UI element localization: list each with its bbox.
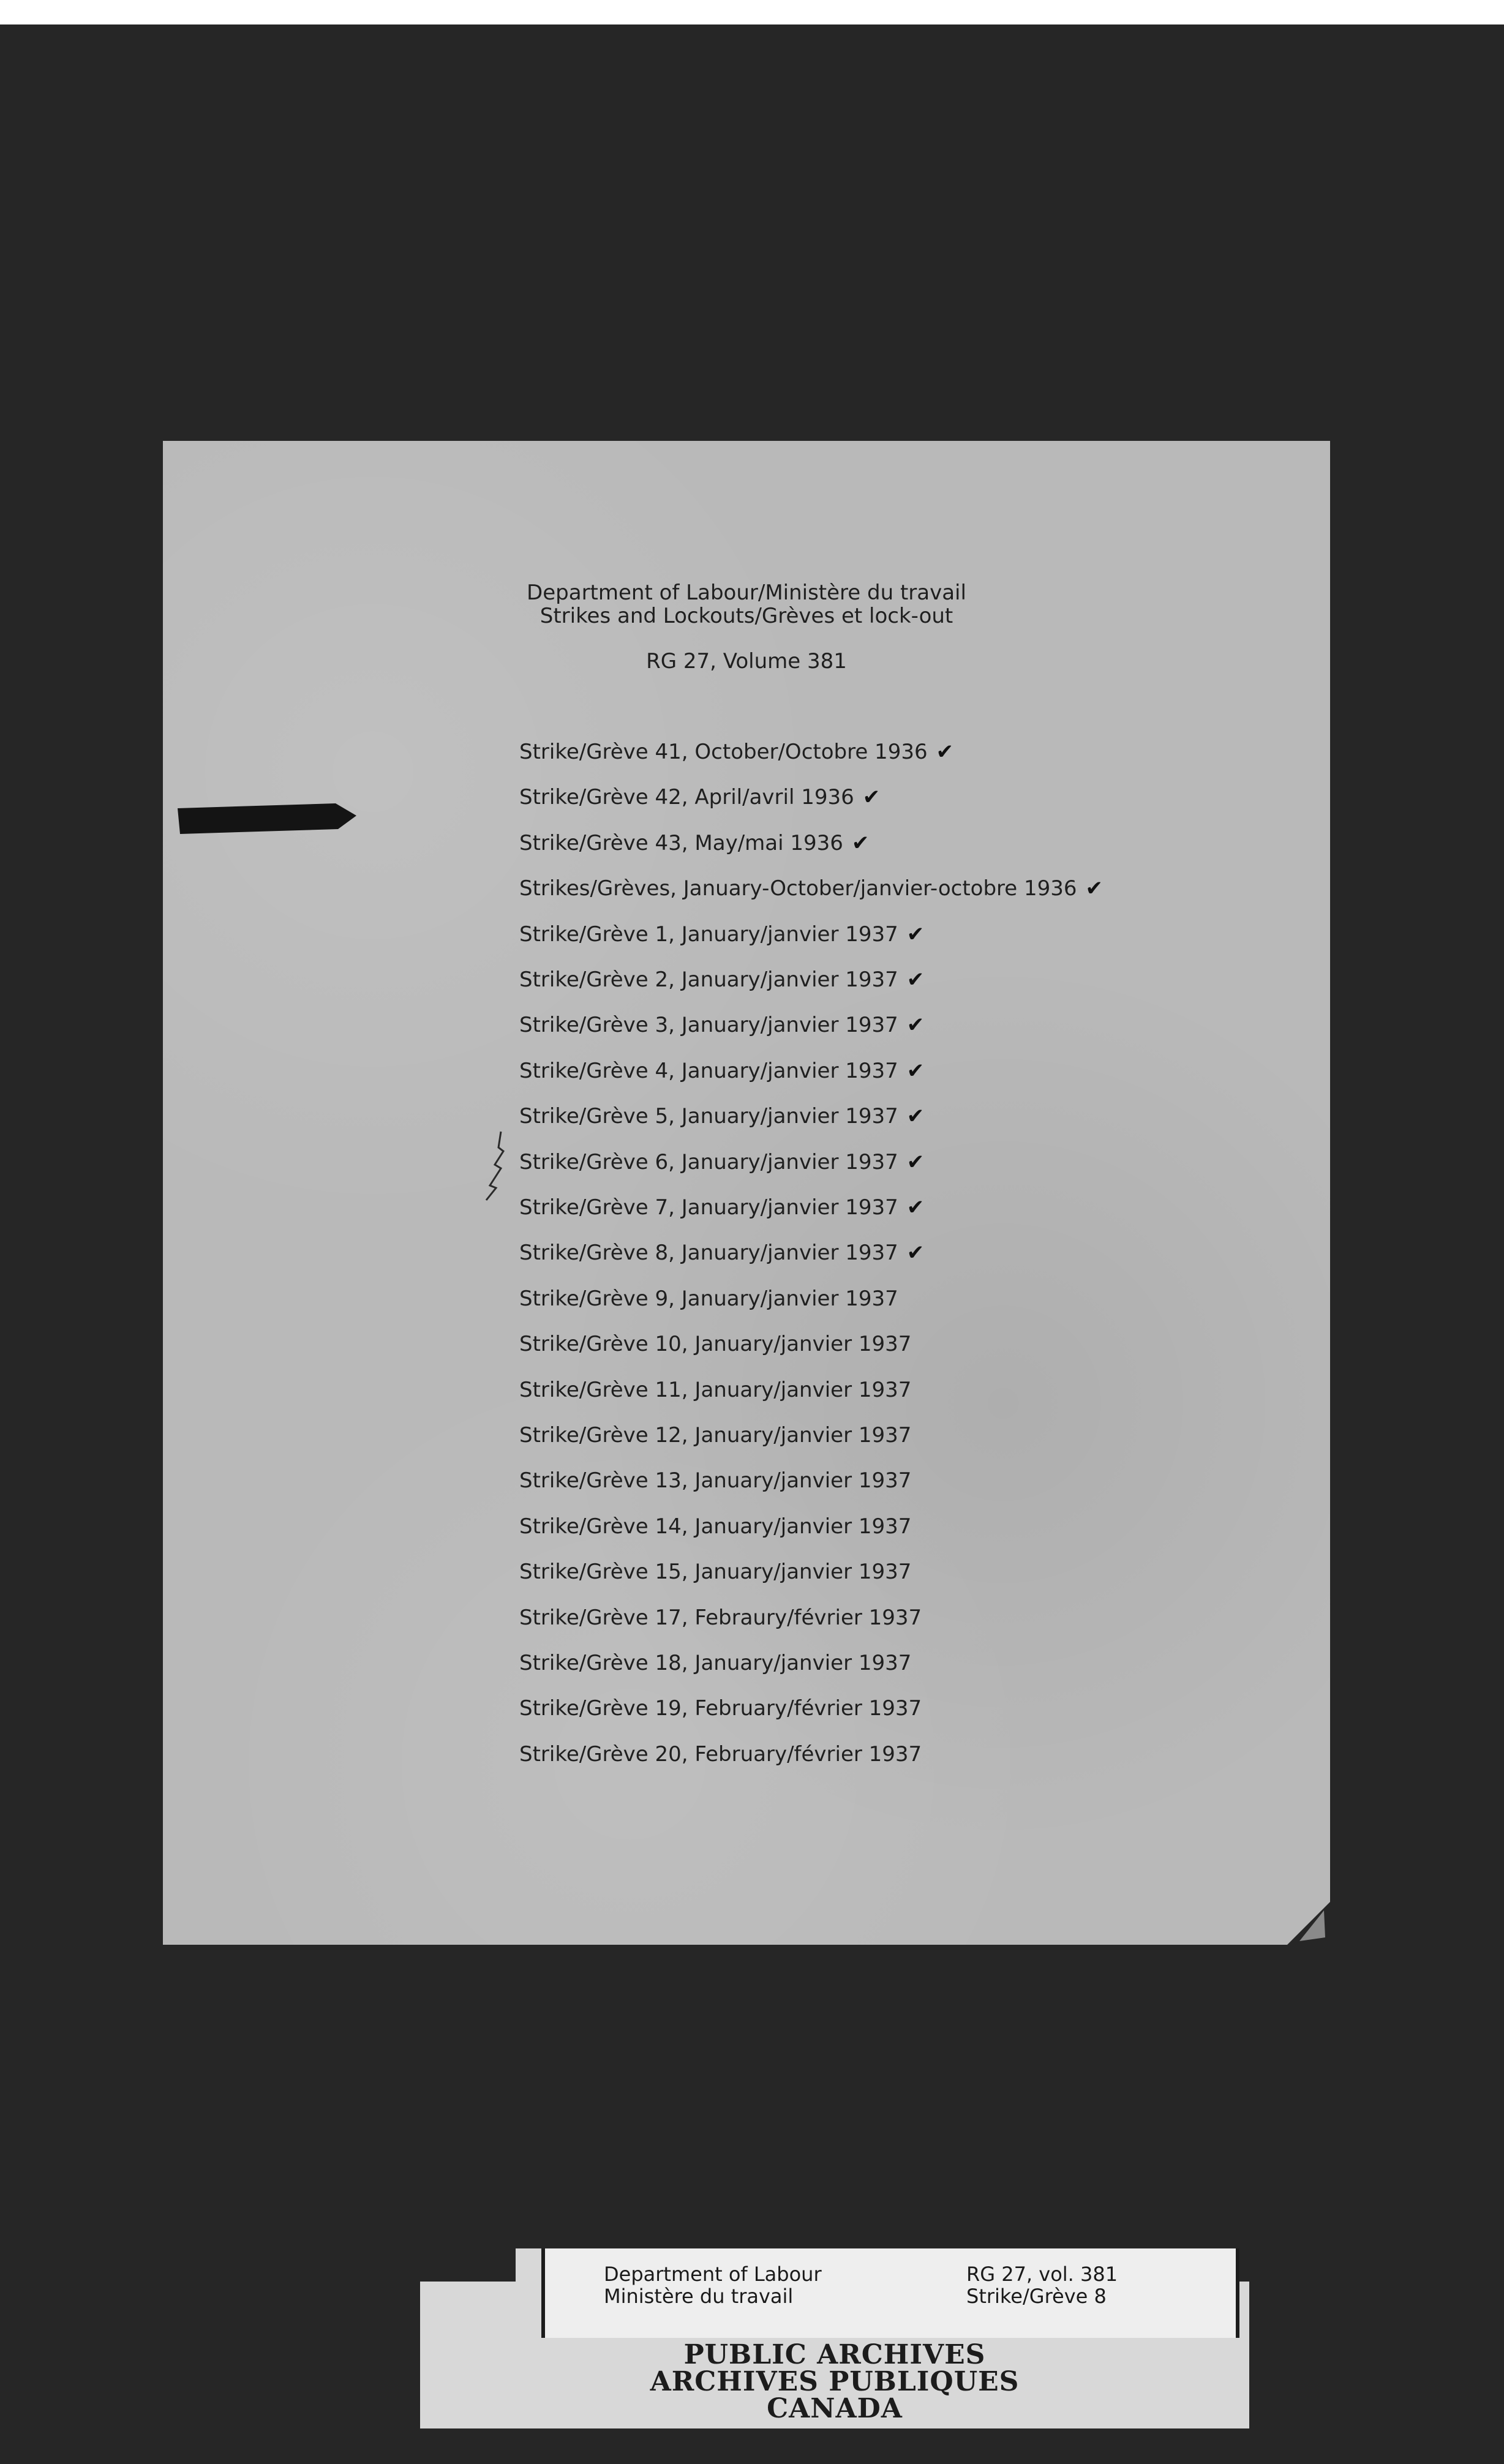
check-mark-icon: ✔ — [851, 831, 870, 855]
series-heading: Strikes and Lockouts/Grèves et lock-out — [540, 604, 953, 628]
entry-row — [519, 1423, 911, 1448]
label-tab-left — [420, 2248, 516, 2282]
entry-row — [519, 1150, 924, 1174]
page-corner-curl — [1287, 1902, 1330, 1945]
entry-row — [519, 1742, 922, 1767]
entry-row — [519, 1195, 924, 1220]
entry-row — [519, 1104, 924, 1129]
entry-row — [519, 1606, 922, 1630]
check-mark-icon: ✔ — [906, 967, 925, 992]
entry-text: Strike/Grève 13, January/janvier 1937 — [519, 1468, 912, 1493]
label-department-fr: Ministère du travail — [604, 2285, 794, 2308]
stamp-line-public-archives: PUBLIC ARCHIVES — [683, 2339, 986, 2370]
check-mark-icon: ✔ — [862, 785, 881, 809]
entry-text: Strike/Grève 20, February/février 1937 — [519, 1742, 922, 1767]
entry-row — [519, 1013, 924, 1037]
check-mark-icon: ✔ — [906, 1013, 925, 1037]
entry-row — [519, 922, 924, 947]
check-mark-icon: ✔ — [1085, 876, 1104, 901]
entry-text: Strike/Grève 41, October/Octobre 1936 — [519, 740, 928, 764]
archive-label-card — [541, 2248, 1239, 2338]
entry-text: Strike/Grève 42, April/avril 1936 — [519, 785, 854, 809]
entry-row — [519, 1059, 924, 1083]
entry-text: Strike/Grève 7, January/janvier 1937 — [519, 1195, 898, 1220]
stamp-line-archives-publiques: ARCHIVES PUBLIQUES — [650, 2366, 1020, 2397]
entry-text: Strike/Grève 4, January/janvier 1937 — [519, 1059, 898, 1083]
entry-row — [519, 1514, 911, 1539]
entry-text: Strike/Grève 5, January/janvier 1937 — [519, 1104, 898, 1129]
entry-text: Strike/Grève 8, January/janvier 1937 — [519, 1241, 898, 1265]
entry-row — [519, 876, 1103, 901]
entry-row — [519, 1378, 911, 1402]
check-mark-icon: ✔ — [906, 922, 925, 947]
entry-text: Strike/Grève 3, January/janvier 1937 — [519, 1013, 898, 1037]
check-mark-icon: ✔ — [906, 1104, 925, 1129]
check-mark-icon: ✔ — [906, 1241, 925, 1265]
entry-text: Strike/Grève 19, February/février 1937 — [519, 1696, 922, 1721]
archive-label-frame — [420, 2248, 1249, 2428]
entry-row — [519, 785, 880, 809]
entry-row — [519, 1468, 911, 1493]
entry-text: Strike/Grève 12, January/janvier 1937 — [519, 1423, 912, 1448]
entry-text: Strike/Grève 9, January/janvier 1937 — [519, 1286, 898, 1311]
entry-row — [519, 1560, 911, 1584]
stamp-line-canada: CANADA — [767, 2393, 903, 2424]
entry-row — [519, 967, 924, 992]
check-mark-icon: ✔ — [906, 1195, 925, 1220]
check-mark-icon: ✔ — [936, 740, 954, 764]
entry-row — [519, 1332, 911, 1356]
label-department-en: Department of Labour — [604, 2263, 822, 2286]
entry-text: Strike/Grève 1, January/janvier 1937 — [519, 922, 898, 947]
entry-row — [519, 1651, 911, 1675]
department-heading: Department of Labour/Ministère du travail — [527, 580, 966, 605]
label-volume: RG 27, vol. 381 — [966, 2263, 1118, 2286]
entry-row — [519, 740, 953, 764]
pointer-arrow-marker — [175, 797, 356, 836]
entry-text: Strikes/Grèves, January-October/janvier-octobre 1936 — [519, 876, 1077, 901]
entry-text: Strike/Grève 14, January/janvier 1937 — [519, 1514, 912, 1539]
entry-text: Strike/Grève 10, January/janvier 1937 — [519, 1332, 912, 1356]
entry-text: Strike/Grève 11, January/janvier 1937 — [519, 1378, 912, 1402]
entry-row — [519, 831, 869, 855]
entry-text: Strike/Grève 18, January/janvier 1937 — [519, 1651, 912, 1675]
check-mark-icon: ✔ — [906, 1059, 925, 1083]
entry-row — [519, 1286, 898, 1311]
entry-text: Strike/Grève 43, May/mai 1936 — [519, 831, 843, 855]
entry-text: Strike/Grève 17, Febraury/février 1937 — [519, 1606, 922, 1630]
volume-heading: RG 27, Volume 381 — [646, 649, 847, 674]
check-mark-icon: ✔ — [906, 1150, 925, 1174]
entry-text: Strike/Grève 2, January/janvier 1937 — [519, 967, 898, 992]
entry-text: Strike/Grève 15, January/janvier 1937 — [519, 1560, 912, 1584]
pencil-scratch-mark — [483, 1129, 508, 1203]
entry-row — [519, 1241, 924, 1265]
entry-row — [519, 1696, 922, 1721]
document-page — [163, 441, 1330, 1945]
entry-text: Strike/Grève 6, January/janvier 1937 — [519, 1150, 898, 1174]
label-strike-number: Strike/Grève 8 — [966, 2285, 1107, 2308]
